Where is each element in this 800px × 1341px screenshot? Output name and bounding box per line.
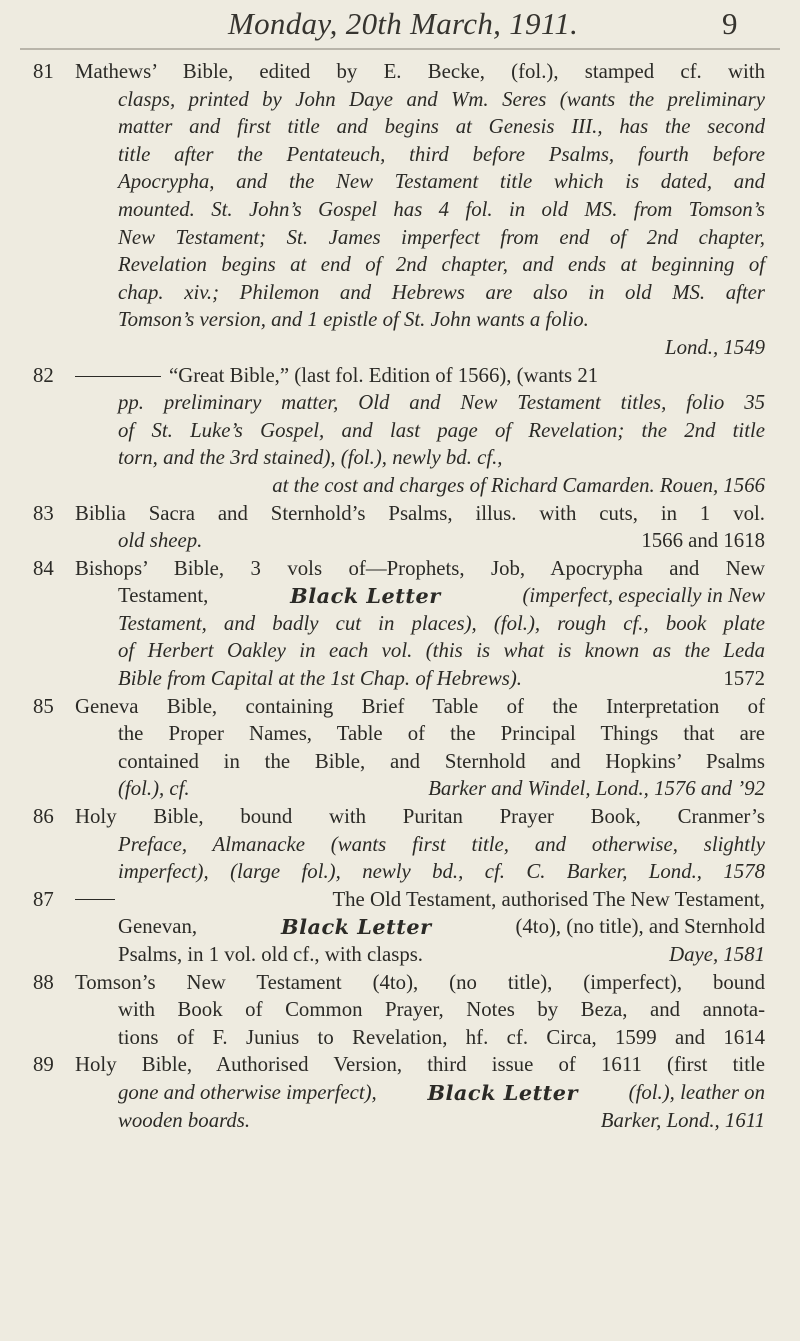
entry-line: Biblia Sacra and Sternhold’s Psalms, illus. with cuts, in 1 vol.: [75, 501, 765, 525]
black-letter-text: Black Letter: [427, 1079, 578, 1105]
lot-number: 86: [33, 805, 54, 829]
lot-89: [0, 1051, 800, 1134]
lot-81: [0, 58, 800, 362]
lot-85: [0, 693, 800, 803]
entry-line-text: (fol.), cf.: [118, 777, 190, 801]
lot-list: [0, 58, 800, 1134]
entry-line: chap. xiv.; Philemon and Hebrews are also in old MS. after: [118, 280, 765, 304]
entry-line-text: Bible from Capital at the 1st Chap. of Hebrews).: [118, 667, 522, 691]
lot-number: 84: [33, 556, 54, 580]
entry-line: the Proper Names, Table of the Principal Things that are: [118, 722, 765, 746]
lot-number: 82: [33, 363, 54, 387]
entry-line: Tomson’s New Testament (4to), (no title), (imperfect), bound: [75, 970, 765, 994]
entry-line: [75, 886, 765, 914]
ditto-rule: [75, 899, 115, 900]
entry-line: tions of F. Junius to Revelation, hf. cf. Circa, 1599 and 1614: [118, 1025, 765, 1049]
entry-line-text: wooden boards.: [118, 1108, 251, 1132]
entry-line-text: old sheep.: [118, 529, 203, 553]
entry-line: [75, 1107, 765, 1135]
entry-line: Geneva Bible, containing Brief Table of the Interpretation of: [75, 694, 765, 718]
lot-number: 87: [33, 887, 54, 911]
entry-imprint: 1566 and 1618: [641, 529, 765, 553]
lot-84: [0, 555, 800, 693]
entry-line: matter and first title and begins at Genesis III., has the second: [118, 115, 765, 139]
entry-line: [75, 941, 765, 969]
entry-imprint: 1572: [723, 667, 765, 691]
entry-line: [75, 665, 765, 693]
lot-82: [0, 362, 800, 500]
entry-imprint: Daye, 1581: [669, 943, 765, 966]
entry-imprint: Barker, Lond., 1611: [600, 1108, 765, 1132]
black-letter-text: Black Letter: [290, 583, 441, 609]
lot-number: 81: [33, 60, 54, 83]
entry-line: Testament, and badly cut in places), (fol.), rough cf., book plate: [118, 611, 765, 635]
header-rule: [20, 48, 780, 50]
entry-line: Tomson’s version, and 1 epistle of St. John wants a folio.: [118, 308, 589, 332]
entry-line-text: Genevan,: [118, 915, 198, 939]
entry-line: of St. Luke’s Gospel, and last page of Revelation; the 2nd title: [118, 418, 765, 442]
lot-number: 83: [33, 501, 54, 525]
page-number: 9: [722, 6, 738, 41]
entry-imprint: Barker and Windel, Lond., 1576 and ’92: [428, 777, 765, 801]
lot-83: [0, 500, 800, 555]
entry-line-text: “Great Bible,” (last fol. Edition of 1566), (wants 21: [169, 363, 599, 387]
entry-line: mounted. St. John’s Gospel has 4 fol. in old MS. from Tomson’s: [118, 197, 765, 221]
entry-line: Preface, Almanacke (wants first title, and otherwise, slightly: [118, 832, 765, 856]
entry-line: contained in the Bible, and Sternhold and Hopkins’ Psalms: [118, 749, 765, 773]
entry-line: Holy Bible, bound with Puritan Prayer Book, Cranmer’s: [75, 805, 765, 829]
entry-line: Bishops’ Bible, 3 vols of—Prophets, Job, Apocrypha and New: [75, 556, 765, 580]
entry-line: Mathews’ Bible, edited by E. Becke, (fol.), stamped cf. with: [75, 60, 765, 83]
entry-line: [75, 362, 765, 390]
entry-line: with Book of Common Prayer, Notes by Beza, and annota-: [118, 998, 765, 1022]
entry-line: [75, 913, 765, 941]
entry-imprint: Lond., 1549: [665, 335, 765, 359]
entry-line: [75, 582, 765, 610]
entry-line: of Herbert Oakley in each vol. (this is what is known as the Leda: [118, 639, 765, 663]
entry-line: pp. preliminary matter, Old and New Testament titles, folio 35: [118, 391, 765, 415]
entry-line-text: (imperfect, especially in New: [522, 584, 765, 608]
entry-line: Holy Bible, Authorised Version, third issue of 1611 (first title: [75, 1053, 765, 1077]
entry-line: Apocrypha, and the New Testament title which is dated, and: [118, 170, 765, 194]
entry-line-text: Testament,: [118, 584, 209, 608]
entry-line: [75, 775, 765, 803]
ditto-rule: [75, 376, 161, 377]
entry-line-text: (fol.), leather on: [628, 1080, 765, 1104]
entry-line-text: Psalms, in 1 vol. old cf., with clasps.: [118, 943, 424, 966]
page-header: [0, 6, 800, 46]
entry-line: torn, and the 3rd stained), (fol.), newly bd. cf.,: [118, 446, 503, 470]
entry-line-text: (4to), (no title), and Sternhold: [515, 915, 765, 939]
lot-number: 85: [33, 694, 54, 718]
entry-line: [75, 1079, 765, 1107]
lot-number: 88: [33, 970, 54, 994]
entry-line: imperfect), (large fol.), newly bd., cf. C. Barker, Lond., 1578: [118, 860, 765, 884]
header-title: Monday, 20th March, 1911.: [228, 6, 579, 41]
entry-line: title after the Pentateuch, third before Psalms, fourth before: [118, 142, 765, 166]
entry-line: clasps, printed by John Daye and Wm. Seres (wants the preliminary: [118, 87, 765, 111]
entry-imprint: at the cost and charges of Richard Camarden. Rouen, 1566: [272, 473, 765, 497]
black-letter-text: Black Letter: [281, 914, 432, 940]
lot-87: [0, 886, 800, 969]
lot-86: [0, 803, 800, 886]
entry-line-text: gone and otherwise imperfect),: [118, 1080, 377, 1104]
entry-line: Revelation begins at end of 2nd chapter, and ends at beginning of: [118, 253, 765, 277]
entry-line: [75, 527, 765, 555]
entry-line-text: The Old Testament, authorised The New Testament,: [332, 887, 765, 911]
lot-number: 89: [33, 1053, 54, 1077]
lot-88: [0, 969, 800, 1052]
entry-line: New Testament; St. James imperfect from end of 2nd chapter,: [118, 225, 765, 249]
